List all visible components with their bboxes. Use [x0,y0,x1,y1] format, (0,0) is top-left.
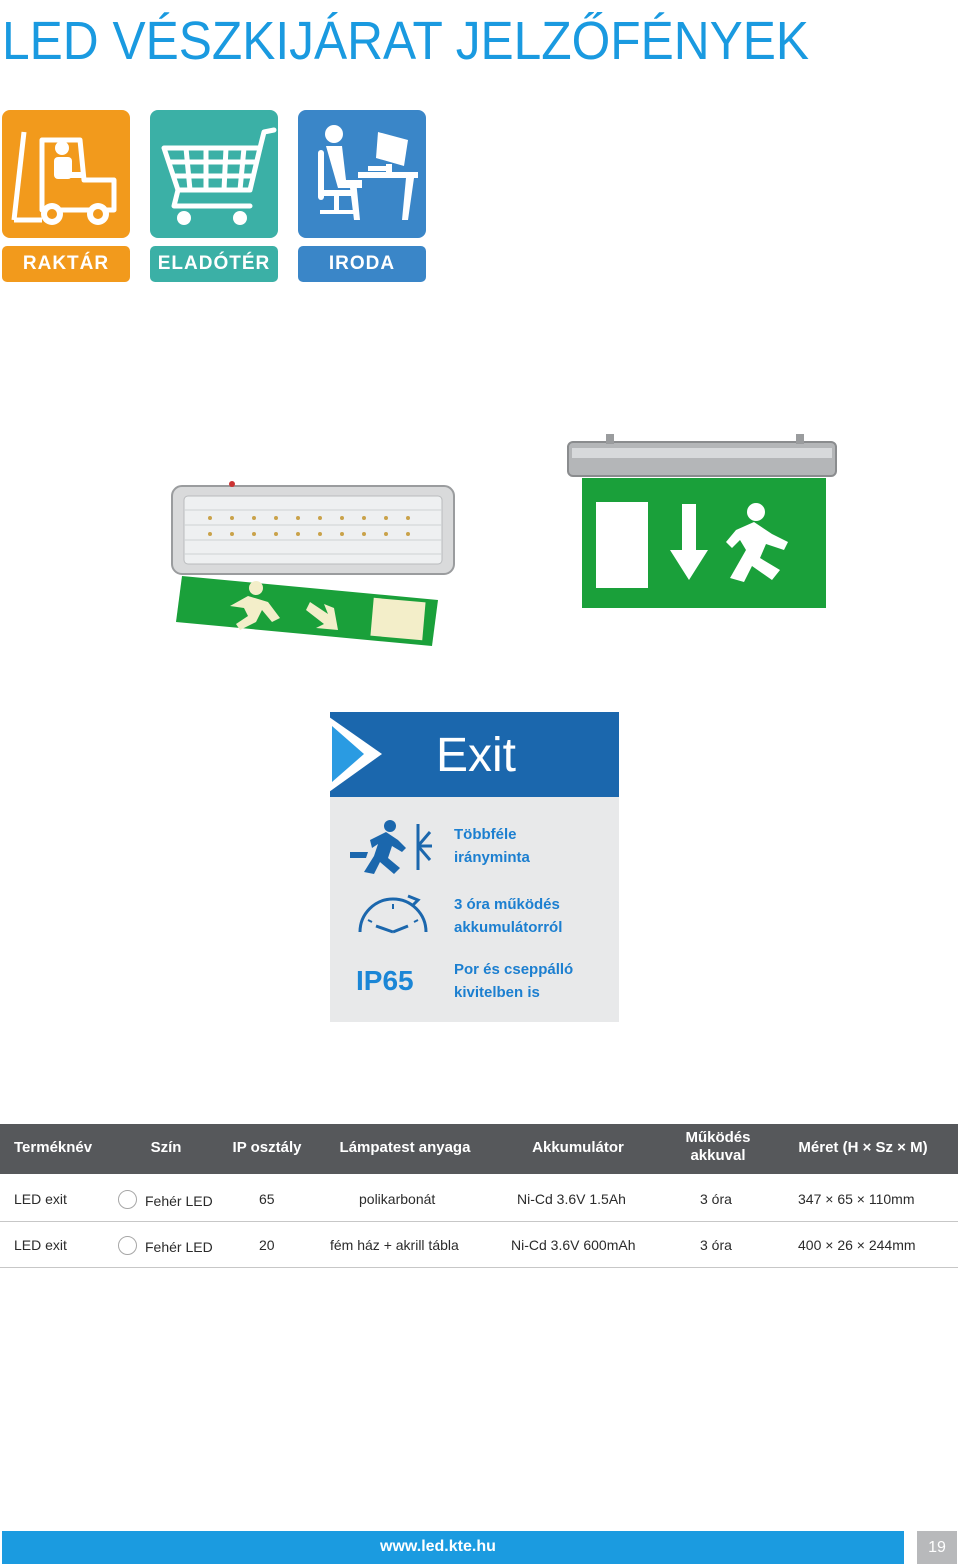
feature-2-line1: 3 óra működés [454,896,560,913]
row2-ip: 20 [259,1237,275,1253]
row1-runtime: 3 óra [700,1191,732,1207]
office-desk-icon [298,110,426,238]
col-header-size: Méret (H × Sz × M) [798,1139,928,1156]
hanging-exit-sign-image [568,434,836,608]
row1-ip: 65 [259,1191,275,1207]
white-color-swatch-icon [118,1190,137,1209]
feature-2-text [454,893,562,939]
feature-1-line2: iránymintа [454,849,530,866]
col-header-runtime [668,1129,768,1165]
office-desk-tile [298,110,426,238]
feature-panel-title: Exit [436,729,517,782]
row-divider [0,1267,958,1268]
bulkhead-exit-luminaire-image [172,481,454,646]
shopping-cart-icon [150,110,278,238]
feature-3-text [454,958,573,1004]
category-label-iroda: IRODA [298,246,426,282]
col-header-runtime-line1: Működés [685,1129,751,1146]
row2-color: Fehér LED [145,1239,213,1255]
row2-battery: Ni-Cd 3.6V 600mAh [511,1237,636,1253]
row2-runtime: 3 óra [700,1237,732,1253]
col-header-name: Terméknév [14,1139,93,1156]
col-header-runtime-line2: akkuval [690,1147,746,1164]
chevron-right-icon [322,712,382,797]
col-header-battery: Akkumulátor [532,1139,624,1156]
forklift-tile [2,110,130,238]
row1-name: LED exit [14,1191,67,1207]
row-divider [0,1221,958,1222]
running-man-arrows-icon [348,818,436,876]
feature-3-line1: Por és cseppálló [454,961,574,978]
feature-1-text [454,823,530,869]
category-label-eladoter: ELADÓTÉR [150,246,278,282]
shopping-cart-tile [150,110,278,238]
feature-1-line1: Többféle [454,826,517,843]
row2-material: fém ház + akrill tábla [330,1237,459,1253]
row2-name: LED exit [14,1237,67,1253]
row1-battery: Ni-Cd 3.6V 1.5Ah [517,1191,626,1207]
row1-size: 347 × 65 × 110mm [798,1191,915,1207]
col-header-material: Lámpatest anyaga [339,1139,471,1156]
category-label-raktar: RAKTÁR [2,246,130,282]
row2-size: 400 × 26 × 244mm [798,1237,916,1253]
feature-3-line2: kivitelben is [454,984,540,1001]
ip65-badge: IP65 [356,965,414,996]
row1-material: polikarbonát [359,1191,436,1207]
white-color-swatch-icon [118,1236,137,1255]
footer-website-link[interactable]: www.led.kte.hu [380,1538,496,1555]
product-photos [160,430,850,660]
feature-2-line2: akkumulátorról [454,919,563,936]
col-header-color: Szín [150,1139,182,1156]
forklift-icon [2,110,130,238]
page-title: LED VÉSZKIJÁRAT JELZŐFÉNYEK [2,11,810,71]
gauge-timer-icon [356,892,430,936]
col-header-ip: IP osztály [232,1139,302,1156]
row1-color: Fehér LED [145,1193,213,1209]
page-number: 19 [917,1531,957,1564]
